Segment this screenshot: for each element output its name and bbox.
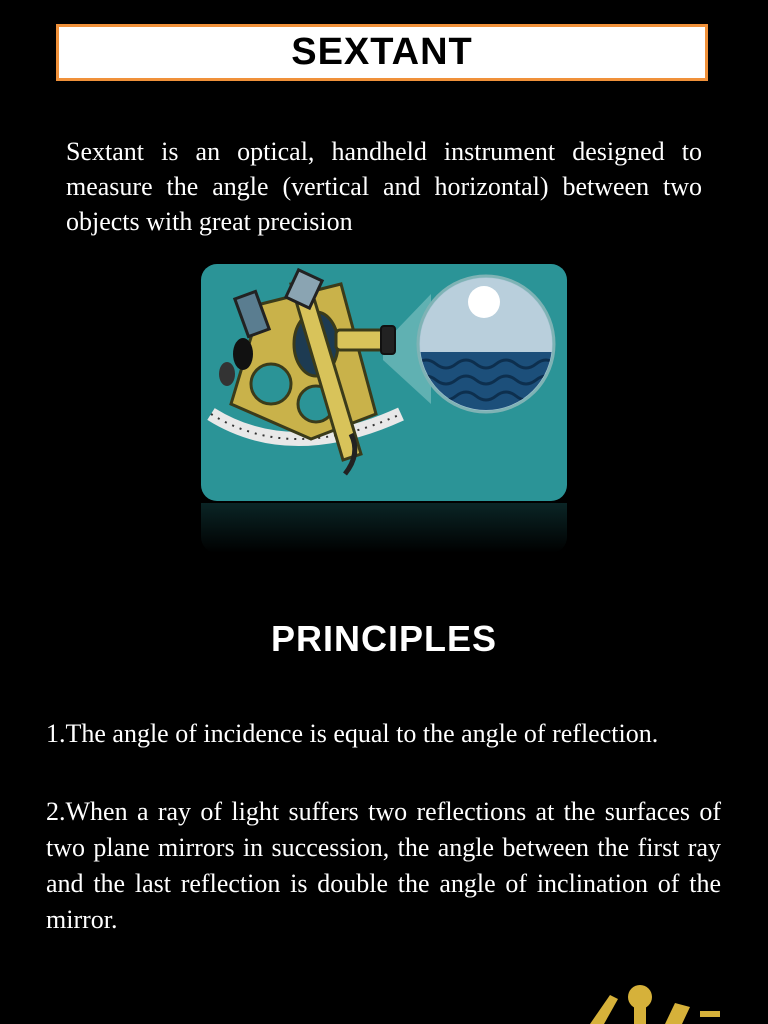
intro-paragraph: Sextant is an optical, handheld instrument designed to measure the angle (vertical and horizontal) between two objects with great precision [66, 137, 702, 236]
principle-item: 2.When a ray of light suffers two reflections at the surfaces of two plane mirrors in succession, the angle between the first ray and the last reflection is double the angle of inclination of the mirror. [46, 797, 721, 934]
principles-heading: PRINCIPLES [270, 618, 498, 659]
sextant-illustration [201, 264, 567, 501]
corner-ornament-icon [570, 975, 720, 1024]
illustration-reflection [201, 503, 567, 553]
page-title: SEXTANT [291, 31, 473, 73]
title-box [56, 24, 708, 81]
principle-item: 1.The angle of incidence is equal to the angle of reflection. [46, 719, 659, 748]
sextant-illustration-icon [201, 264, 567, 501]
